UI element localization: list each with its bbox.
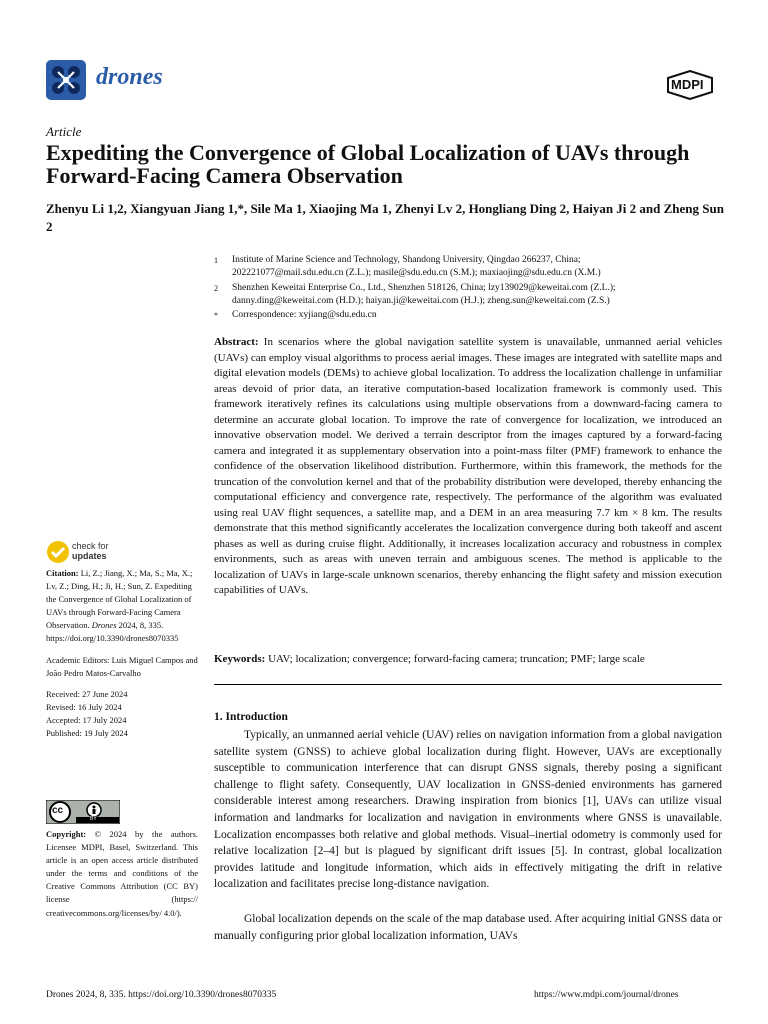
keywords-label: Keywords: bbox=[214, 653, 266, 665]
check-updates-line2: updates bbox=[72, 551, 107, 561]
mdpi-logo bbox=[664, 70, 716, 100]
article-type: Article bbox=[46, 124, 82, 139]
academic-editors: Academic Editors: Luis Miguel Campos and João Pedro Matos-Carvalho bbox=[46, 654, 198, 678]
affiliation-1 bbox=[214, 254, 714, 280]
journal-name: drones bbox=[96, 64, 163, 90]
keywords bbox=[214, 652, 722, 666]
section-heading-introduction: 1. Introduction bbox=[214, 711, 288, 723]
citation-doi[interactable]: 2024, 8, 335. https://doi.org/10.3390/drones8070335 bbox=[46, 620, 179, 644]
affiliation-2 bbox=[214, 282, 714, 308]
check-updates-line1: check for bbox=[72, 541, 109, 551]
cc-by-license-badge[interactable]: BY cc bbox=[46, 800, 120, 824]
copyright-notice bbox=[46, 828, 198, 920]
mdpi-logo-text: MDPI bbox=[671, 77, 704, 92]
article-title: Expediting the Convergence of Global Localization of UAVs through Forward-Facing Camera Observation bbox=[46, 140, 690, 188]
citation-sidebar bbox=[46, 567, 198, 740]
citation-journal: Drones bbox=[91, 620, 117, 631]
affiliation-text: Institute of Marine Science and Technology, Shandong University, Qingdao 266237, China; 202221077@mail.sdu.edu.cn (Z.L.); masile@sdu.edu.cn (S.M.); maxiaojing@sdu.edu.cn (X.M.) bbox=[232, 255, 601, 278]
correspondence bbox=[214, 309, 714, 322]
cc-by-label: BY bbox=[90, 816, 97, 822]
citation bbox=[46, 567, 198, 646]
correspondence-text: Correspondence: xyjiang@sdu.edu.cn bbox=[232, 310, 377, 320]
drones-logo-icon bbox=[46, 60, 86, 100]
citation-label: Citation: bbox=[46, 568, 79, 578]
received-date: Received: 27 June 2024 bbox=[46, 688, 128, 699]
accepted-date: Accepted: 17 July 2024 bbox=[46, 714, 127, 725]
footer-journal-url[interactable]: https://www.mdpi.com/journal/drones bbox=[534, 990, 679, 1000]
abstract-text: In scenarios where the global navigation satellite system is unavailable, unmanned aerial vehicles (UAVs) can employ visual algorithms to process aerial images. These images are integrated with satellite maps and digital elevation models (DEMs) to achieve global localization. To address the localization challenge in unfamiliar areas devoid of prior data, an iterative computation-based localization framework is commonly used. This framework iteratively refines its calculations using multiple observations from a downward-facing camera to determine an accurate global location. To improve the rate of convergence for localization, we introduced an innovative observation model. We derived a terrain descriptor from the images captured by a forward-facing camera and integrated it as supplementary observation into a point-mass filter (PMF) framework to enhance the confidence of the observation likelihood distribution. Furthermore, within this framework, the methods for the truncation of the convolution kernel and that of the probability distribution were developed, thereby enhancing the computational efficiency and convergence rate, respectively. The performance of the algorithm was evaluated using real UAV flight sequences, a satellite map, and a DEM in an area measuring 7.7 km × 8 km. The results demonstrate that this method significantly accelerates the localization convergence during both takeoff and ascent phases as well as during cruise flight. Additionally, it increases localization accuracy and robustness in complex environments, such as areas with uneven terrain and ambiguous scenes. The method is applicable to the localization of UAVs in large-scale unknown scenarios, thereby enhancing the flight safety and mission execution capabilities of UAVs. bbox=[214, 336, 722, 596]
intro-paragraph-1: Typically, an unmanned aerial vehicle (UAV) relies on navigation information from a global navigation satellite system (GNSS) to achieve global localization during flight. However, UAVs are exceptionally susceptible to communication interference that can disrupt GNSS signals, thereby posing a significant challenge to flight safety. Consequently, UAV localization in GNSS-denied environments has garnered considerable interest among researchers. Drawing inspiration from bionics [1], UAVs can utilize visual information and landmarks for localization and navigation in environments where GNSS is unavailable. Localization encompasses both relative and global methods. Visual–inertial odometry is commonly used for relative localization [2–4] but is plagued by significant drift issues [5]. In contrast, global localization provides latitude and longitude information, which aids in effectively mitigating the drift in relative localization and facilitates precise long-distance navigation. bbox=[214, 729, 722, 891]
published-date: Published: 19 July 2024 bbox=[46, 728, 128, 739]
footer-citation: Drones 2024, 8, 335. https://doi.org/10.3390/drones8070335 bbox=[46, 990, 277, 1000]
revised-date: Revised: 16 July 2024 bbox=[46, 701, 122, 712]
copyright-text: © 2024 by the authors. Licensee MDPI, Basel, Switzerland. This article is an open access article distributed under the terms and conditions of the Creative Commons Attribution (CC BY) license (https:// creativecommons.org/licenses/by/ 4.0/). bbox=[46, 829, 199, 918]
author-list: Zhenyu Li 1,2, Xiangyuan Jiang 1,*, Sile Ma 1, Xiaojing Ma 1, Zhenyi Lv 2, Hongliang Ding 2, Haiyan Ji 2 and Zheng Sun 2 bbox=[46, 201, 724, 234]
keywords-text: UAV; localization; convergence; forward-facing camera; truncation; PMF; large scale bbox=[268, 653, 645, 665]
abstract-label: Abstract: bbox=[214, 336, 259, 348]
check-for-updates-badge[interactable] bbox=[46, 540, 146, 566]
affiliation-marker: 2 bbox=[214, 284, 218, 293]
section-divider bbox=[214, 684, 722, 685]
citation-text: Li, Z.; Jiang, X.; Ma, S.; Ma, X.; Lv, Z.; Ding, H.; Ji, H.; Sun, Z. Expediting the Convergence of Global Localization of UAVs through Forward-Facing Camera Observation. bbox=[46, 568, 193, 631]
copyright-label: Copyright: bbox=[46, 829, 87, 839]
affiliation-text: Shenzhen Keweitai Enterprise Co., Ltd., Shenzhen 518126, China; lzy139029@keweitai.com (Z.L.); danny.ding@keweitai.com (H.D.); haiyan.ji@keweitai.com (H.J.); zheng.sun@keweitai.com (Z.S.) bbox=[232, 283, 616, 306]
intro-paragraph-2: Global localization depends on the scale of the map database used. After acquiring initial GNSS data or manually configuring prior global localization information, UAVs bbox=[214, 913, 722, 942]
check-updates-icon bbox=[46, 540, 70, 564]
abstract bbox=[214, 335, 722, 599]
affiliation-marker: * bbox=[214, 311, 218, 320]
affiliation-marker: 1 bbox=[214, 256, 218, 265]
